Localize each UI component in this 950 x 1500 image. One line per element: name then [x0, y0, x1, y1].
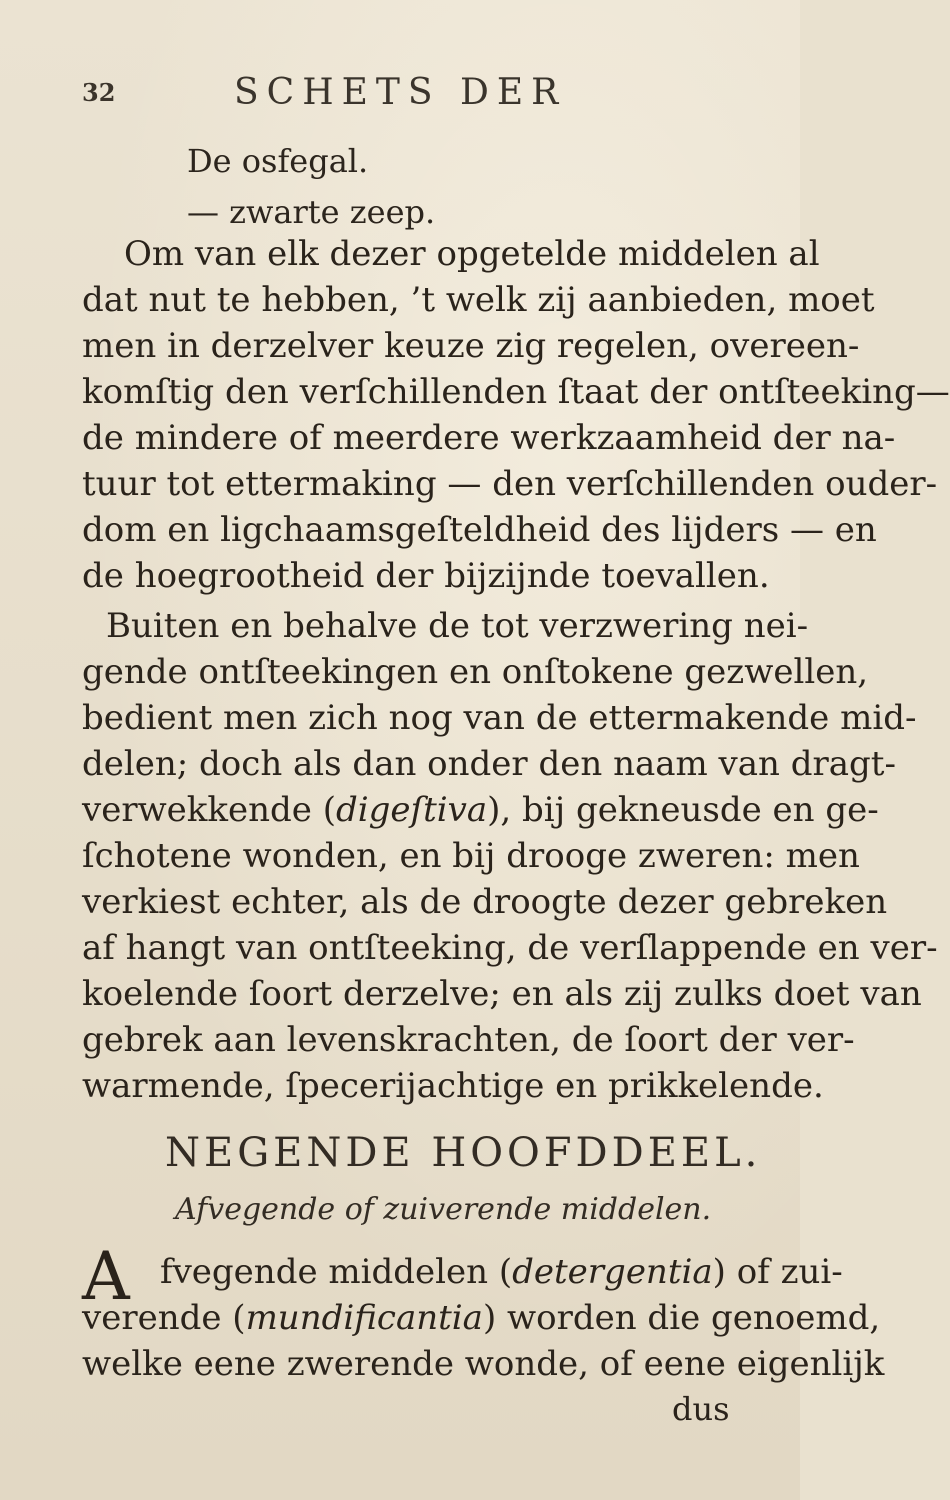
text-segment: ) worden die genoemd,	[482, 1298, 881, 1338]
text-line: Om van elk dezer opgetelde middelen al	[124, 234, 820, 274]
list-item: — zwarte zeep.	[187, 193, 436, 231]
text-line: tuur tot ettermaking — den verſchillenden ouder-	[82, 464, 938, 504]
latin-term: mundificantia	[245, 1298, 483, 1338]
latin-term: detergentia	[512, 1252, 713, 1292]
text-line: verkiest echter, als de droogte dezer gebreken	[82, 882, 888, 922]
text-line: ſchotene wonden, en bij drooge zweren: men	[82, 836, 860, 876]
text-line	[82, 1298, 880, 1338]
text-segment: verende (	[82, 1298, 246, 1338]
text-line: warmende, ſpecerijachtige en prikkelende.	[82, 1066, 824, 1106]
text-segment: ), bij gekneusde en ge-	[487, 790, 879, 830]
list-item: De osfegal.	[187, 142, 369, 180]
drop-cap: A	[82, 1238, 130, 1315]
text-line: men in derzelver keuze zig regelen, overeen-	[82, 326, 860, 366]
latin-term: digeſtiva	[336, 790, 488, 830]
text-line: af hangt van ontſteeking, de verſlappende en ver-	[82, 928, 938, 968]
text-line	[82, 790, 879, 830]
text-segment: fvegende middelen (	[160, 1252, 513, 1292]
text-line: bedient men zich nog van de ettermakende mid-	[82, 698, 917, 738]
text-segment: verwekkende (	[82, 790, 336, 830]
text-line: koelende ſoort derzelve; en als zij zulks doet van	[82, 974, 922, 1014]
text-line: gebrek aan levenskrachten, de ſoort der ver-	[82, 1020, 855, 1060]
text-line: dom en ligchaamsgeſteldheid des lijders — en	[82, 510, 877, 550]
chapter-heading: NEGENDE HOOFDDEEL.	[165, 1130, 762, 1176]
text-segment: ) of zui-	[712, 1252, 843, 1292]
text-line: dat nut te hebben, ’t welk zij aanbieden, moet	[82, 280, 875, 320]
text-line: delen; doch als dan onder den naam van dragt-	[82, 744, 896, 784]
running-head	[82, 72, 722, 116]
text-line: welke eene zwerende wonde, of eene eigenlijk	[82, 1344, 885, 1384]
text-line: de hoegrootheid der bijzijnde toevallen.	[82, 556, 770, 596]
page-number: 32	[82, 78, 116, 107]
catchword: dus	[672, 1390, 730, 1428]
text-line: gende ontſteekingen en onſtokene gezwellen,	[82, 652, 869, 692]
running-title: SCHETS DER	[234, 72, 567, 113]
text-line: de mindere of meerdere werkzaamheid der na-	[82, 418, 896, 458]
chapter-subtitle: Afvegende of zuiverende middelen.	[175, 1192, 712, 1227]
text-line	[160, 1252, 843, 1292]
text-line: Buiten en behalve de tot verzwering nei-	[106, 606, 809, 646]
text-line: komſtig den verſchillenden ſtaat der ontſteeking—	[82, 372, 950, 412]
